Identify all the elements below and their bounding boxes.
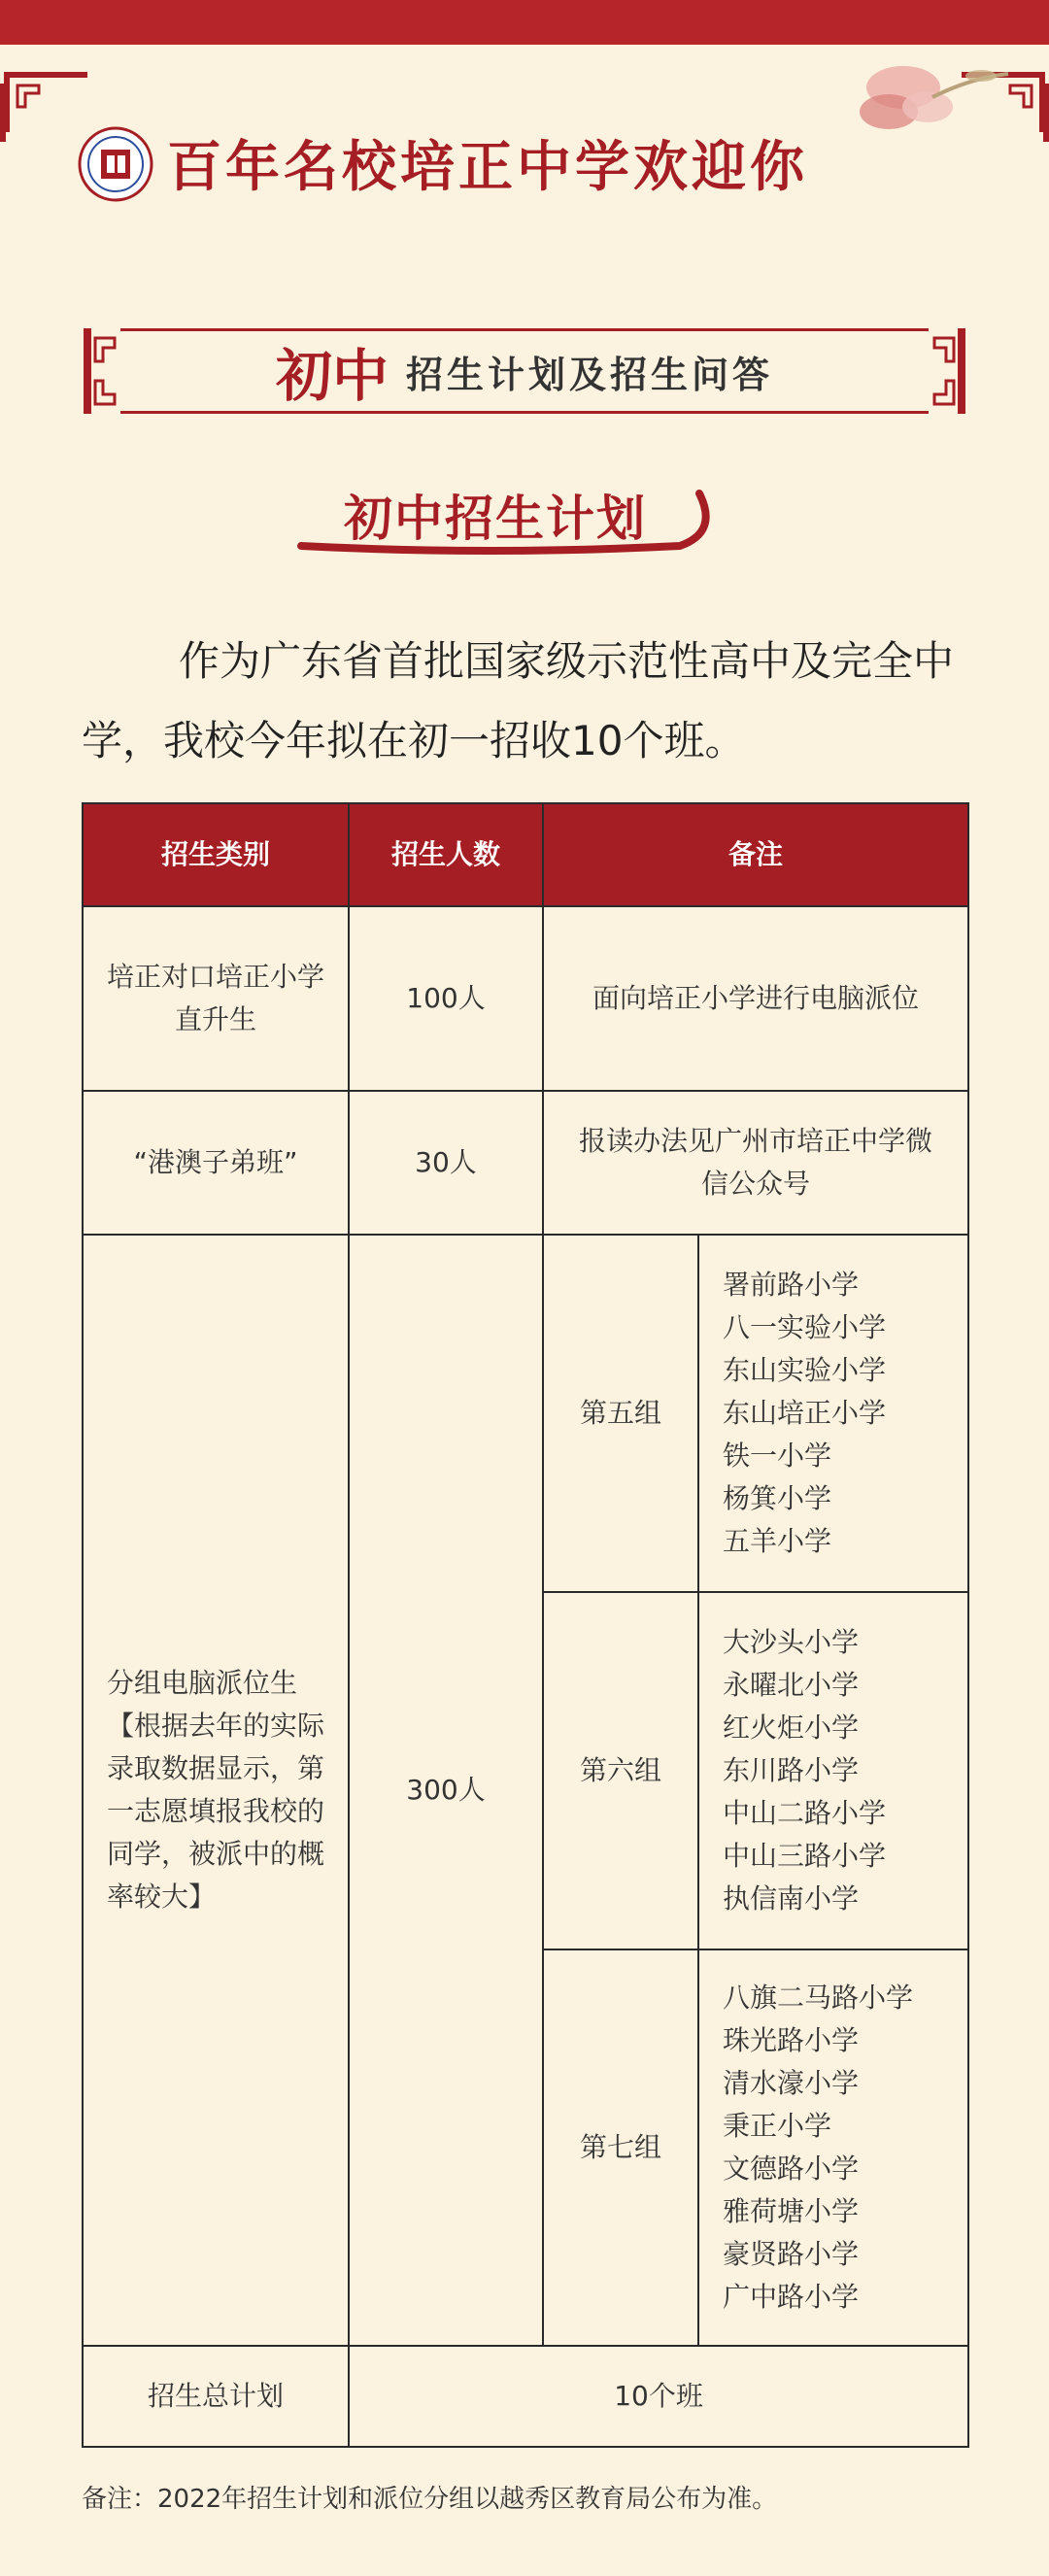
banner-small-text: 招生计划及招生问答 bbox=[406, 352, 774, 396]
top-bar bbox=[0, 0, 1049, 45]
row1-count: 100人 bbox=[349, 906, 543, 1091]
list-item: 清水濠小学 bbox=[723, 2067, 860, 2099]
enrollment-table bbox=[82, 802, 969, 2448]
header-note: 备注 bbox=[543, 803, 968, 906]
list-item: 东川路小学 bbox=[723, 1754, 860, 1786]
footnote: 备注：2022年招生计划和派位分组以越秀区教育局公布为准。 bbox=[82, 2485, 778, 2514]
header-category: 招生类别 bbox=[83, 803, 349, 906]
page-headline: 百年名校培正中学欢迎你 bbox=[167, 135, 808, 199]
intro-text: 作为广东省首批国家级示范性高中及完全中学，我校今年拟在初一招收10个班。 bbox=[82, 637, 955, 764]
list-item: 八一实验小学 bbox=[723, 1311, 887, 1343]
list-item: 大沙头小学 bbox=[723, 1626, 860, 1658]
banner-left-ornament bbox=[82, 328, 120, 414]
list-item: 东山实验小学 bbox=[723, 1354, 887, 1386]
list-item: 珠光路小学 bbox=[723, 2024, 860, 2056]
row2-category: “港澳子弟班” bbox=[83, 1091, 349, 1235]
group-row-5 bbox=[83, 1235, 968, 1592]
list-item: 署前路小学 bbox=[723, 1269, 860, 1301]
section-title-text: 初中招生计划 bbox=[344, 491, 647, 547]
list-item: 文德路小学 bbox=[723, 2152, 860, 2185]
list-item: 广中路小学 bbox=[723, 2281, 860, 2313]
header-count: 招生人数 bbox=[349, 803, 543, 906]
group-6-schools bbox=[698, 1592, 968, 1949]
group-5-schools bbox=[698, 1235, 968, 1592]
list-item: 永曜北小学 bbox=[723, 1669, 860, 1701]
banner-right-ornament bbox=[929, 328, 967, 414]
list-item: 豪贤路小学 bbox=[723, 2238, 860, 2270]
section-title bbox=[291, 474, 719, 556]
group-6-name: 第六组 bbox=[543, 1592, 698, 1949]
title-banner bbox=[82, 328, 967, 414]
list-item: 中山三路小学 bbox=[723, 1840, 887, 1872]
group-count: 300人 bbox=[349, 1235, 543, 2346]
total-value: 10个班 bbox=[349, 2346, 968, 2447]
table-header-row bbox=[83, 803, 968, 906]
banner-text bbox=[120, 328, 929, 414]
row2-count: 30人 bbox=[349, 1091, 543, 1235]
list-item: 红火炬小学 bbox=[723, 1712, 860, 1744]
group-7-schools bbox=[698, 1949, 968, 2346]
row1-note: 面向培正小学进行电脑派位 bbox=[543, 906, 968, 1091]
row1-category: 培正对口培正小学直升生 bbox=[83, 906, 349, 1091]
total-row bbox=[83, 2346, 968, 2447]
list-item: 东山培正小学 bbox=[723, 1397, 887, 1429]
list-item: 杨箕小学 bbox=[723, 1482, 832, 1514]
list-item: 执信南小学 bbox=[723, 1882, 860, 1915]
flower-decoration bbox=[835, 49, 1010, 155]
list-item: 八旗二马路小学 bbox=[723, 1982, 914, 2014]
school-logo-icon bbox=[78, 126, 153, 202]
list-item: 秉正小学 bbox=[723, 2110, 832, 2142]
list-item: 中山二路小学 bbox=[723, 1797, 887, 1829]
intro-paragraph bbox=[82, 622, 975, 781]
list-item: 雅荷塘小学 bbox=[723, 2195, 860, 2227]
table-row bbox=[83, 906, 968, 1091]
list-item: 五羊小学 bbox=[723, 1525, 832, 1557]
table-row bbox=[83, 1091, 968, 1235]
row2-note: 报读办法见广州市培正中学微信公众号 bbox=[543, 1091, 968, 1235]
group-5-name: 第五组 bbox=[543, 1235, 698, 1592]
list-item: 铁一小学 bbox=[723, 1440, 832, 1472]
banner-big-text: 初中 bbox=[275, 343, 389, 409]
group-category: 分组电脑派位生【根据去年的实际录取数据显示，第一志愿填报我校的同学，被派中的概率较大】 bbox=[83, 1235, 349, 2346]
group-7-name: 第七组 bbox=[543, 1949, 698, 2346]
total-label: 招生总计划 bbox=[83, 2346, 349, 2447]
